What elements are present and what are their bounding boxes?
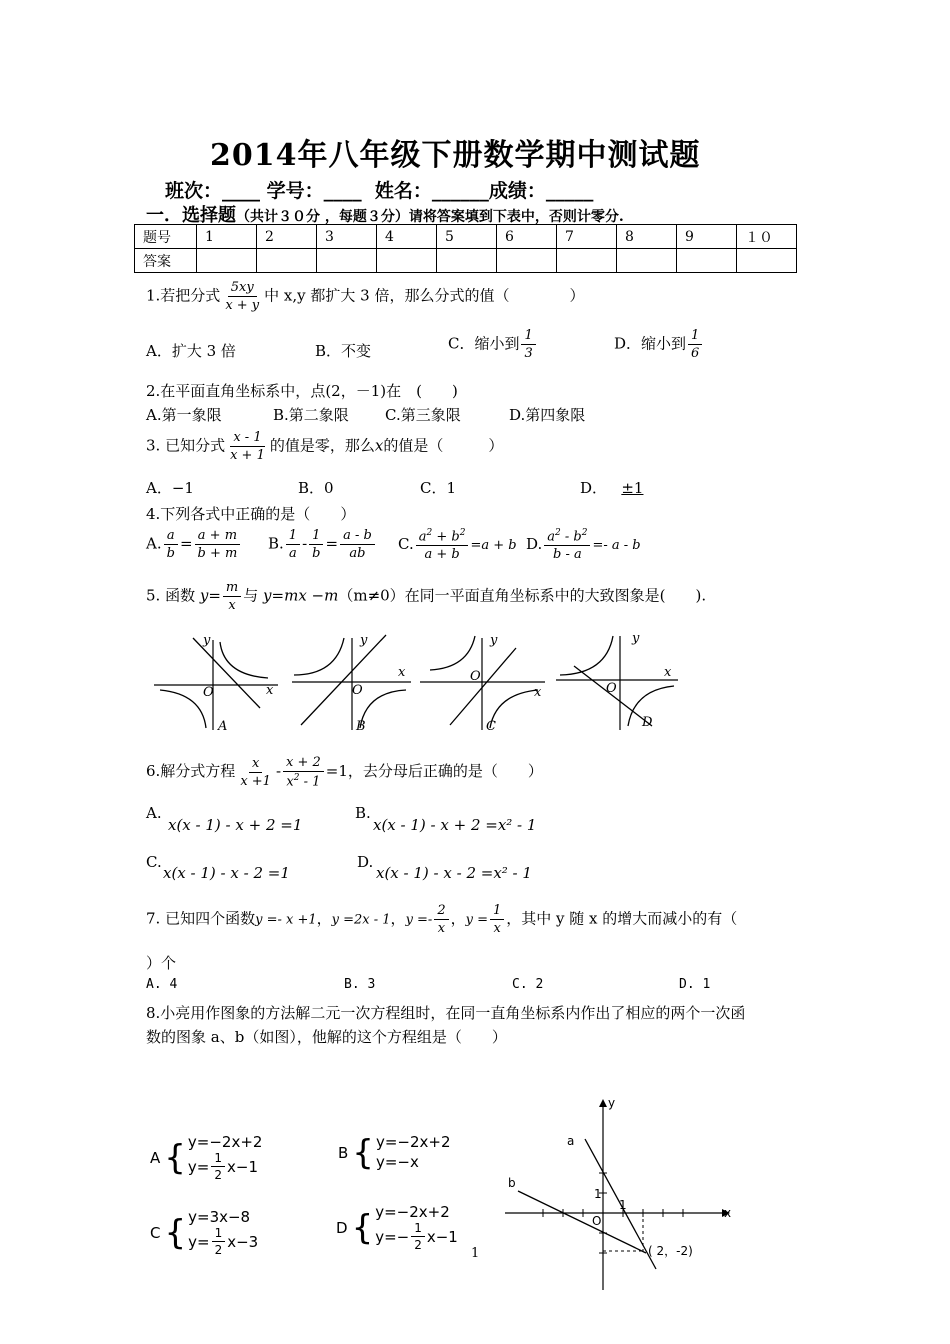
q3-option-b[interactable]: B．0: [298, 479, 334, 497]
line-b-label: b: [508, 1176, 516, 1190]
graph-b-x: x: [398, 665, 406, 680]
q7-option-d[interactable]: D. 1: [679, 977, 711, 992]
graph-a-y: y: [203, 633, 211, 648]
q6-option-b[interactable]: x(x - 1) - x + 2 =x² - 1: [373, 816, 537, 834]
q6-option-a-label[interactable]: A.: [146, 804, 162, 822]
question-3: 3. 已知分式 $\frac{x - 1}{x + 1}$ 的值是零，那么x的值是（ ）: [146, 430, 504, 463]
question-number: 7: [557, 225, 617, 249]
graph-c[interactable]: [420, 633, 545, 734]
graph-b-label: B: [356, 719, 366, 734]
section-title: 一．选择题: [146, 205, 236, 226]
graph-d-label: D: [642, 715, 653, 730]
q1-option-c[interactable]: C．缩小到 $\frac{1}{3}$: [448, 328, 538, 361]
graph-a-origin: O: [203, 685, 214, 700]
q1-stem: 1.若把分式: [146, 286, 221, 305]
table-row: [135, 225, 797, 249]
question-5: 5. 函数 y= $\frac{m}{x}$ 与 y=mx −m（m≠0）在同一平面直角坐标系中的大致图象是( ).: [146, 580, 707, 613]
q7-stem-end: ）个: [146, 954, 177, 972]
intersection-label: ( 2，-2): [648, 1244, 693, 1258]
question-1: [146, 280, 584, 313]
answer-cell[interactable]: [197, 249, 257, 273]
graph-a[interactable]: [154, 633, 278, 734]
answer-cell[interactable]: [317, 249, 377, 273]
question-4: 4.下列各式中正确的是（ ）: [146, 505, 356, 523]
axis-x-label: x: [724, 1206, 732, 1220]
graph-c-x: x: [534, 685, 542, 700]
q1-option-d[interactable]: D．缩小到 $\frac{1}{6}$: [614, 328, 704, 361]
graph-a-label: A: [218, 719, 228, 734]
graph-b-y: y: [360, 633, 368, 648]
q4-option-d[interactable]: D. $\frac{a^2 - b^2}{b - a}$ =- a - b: [526, 528, 641, 563]
page-number: 1: [471, 1246, 480, 1261]
answer-cell[interactable]: [737, 249, 797, 273]
q8-option-a[interactable]: A { y=−2x+2 y= $\frac{1}{2}$ x−1: [150, 1133, 263, 1183]
id-blank[interactable]: ____: [323, 180, 362, 202]
graph-b[interactable]: [292, 633, 411, 734]
line-b: [518, 1191, 646, 1253]
q1-option-a[interactable]: A．扩大 3 倍: [146, 342, 236, 360]
class-label: 班次：: [165, 180, 223, 202]
score-blank[interactable]: _____: [545, 180, 594, 202]
page-title: 2014年八年级下册数学期中测试题: [210, 138, 701, 173]
answer-cell[interactable]: [377, 249, 437, 273]
question-number: 4: [377, 225, 437, 249]
q8-option-b[interactable]: B { y=−2x+2 y=−x: [338, 1132, 451, 1173]
question-7: 7. 已知四个函数y =- x +1，y =2x - 1，y =- $\frac{2}{x}$ ，y = $\frac{1}{x}$ ，其中 y 随 x 的增大而减小的有（: [146, 903, 738, 936]
q3-option-a[interactable]: A．−1: [146, 479, 194, 497]
student-info-line: [165, 176, 593, 203]
question-number: 1: [197, 225, 257, 249]
q2-option-a[interactable]: A.第一象限: [146, 406, 222, 424]
line-a-label: a: [567, 1134, 575, 1148]
q4-option-a[interactable]: A. $\frac{a}{b}$ = $\frac{a + m}{b + m}$: [146, 528, 242, 561]
question-number: 2: [257, 225, 317, 249]
q1-option-b[interactable]: B．不变: [315, 342, 372, 360]
question-number: 6: [497, 225, 557, 249]
q2-option-d[interactable]: D.第四象限: [509, 406, 586, 424]
q6-option-c[interactable]: x(x - 1) - x - 2 =1: [163, 864, 290, 882]
origin-label: O: [592, 1214, 602, 1228]
row-label: 题号: [135, 225, 197, 249]
x-one-label: 1: [619, 1198, 627, 1212]
section-note: （共计３０分 ，每题３分）请将答案填到下表中，否则计零分.: [236, 209, 624, 225]
q6-option-b-label[interactable]: B.: [355, 804, 371, 822]
question-2: 2.在平面直角坐标系中，点(2，－1)在 ( ): [146, 382, 458, 400]
q6-option-c-label[interactable]: C.: [146, 853, 162, 871]
q8-option-c[interactable]: C { y=3x−8 y= $\frac{1}{2}$ x−3: [150, 1208, 259, 1258]
question-number: 8: [617, 225, 677, 249]
q7-option-a[interactable]: A. 4: [146, 977, 178, 992]
graph-c-origin: O: [470, 669, 481, 684]
question-6: 6.解分式方程 $\frac{x}{x +1}$ - $\frac{x + 2}{x^2 - 1}$ =1，去分母后正确的是（ ）: [146, 755, 543, 790]
id-label: 学号：: [266, 180, 324, 202]
question-number: 9: [677, 225, 737, 249]
q1-stem-end: 中 x,y 都扩大 3 倍，那么分式的值（ ）: [264, 286, 585, 305]
class-blank[interactable]: ____: [222, 180, 261, 202]
graph-c-label: C: [486, 719, 496, 734]
q2-option-b[interactable]: B.第二象限: [273, 406, 349, 424]
question-number: 3: [317, 225, 377, 249]
q4-option-b[interactable]: B. $\frac{1}{a}$ - $\frac{1}{b}$ = $\frac{a - b}{ab}$: [268, 528, 377, 561]
q3-option-d[interactable]: D． ±1: [580, 479, 644, 497]
q2-option-c[interactable]: C.第三象限: [385, 406, 461, 424]
graph-c-y: y: [490, 633, 498, 648]
answer-table: [134, 224, 797, 273]
graph-d-x: x: [664, 665, 672, 680]
question-8-line1: 8.小亮用作图象的方法解二元一次方程组时，在同一直角坐标系内作出了相应的两个一次函: [146, 1004, 746, 1022]
graph-d-y: y: [632, 631, 640, 646]
answer-cell[interactable]: [677, 249, 737, 273]
q1-fraction: $\frac{5xy}{x + y}$: [225, 280, 260, 313]
axis-y-label: y: [608, 1096, 616, 1110]
q3-option-c[interactable]: C．1: [420, 479, 457, 497]
graph-a-x: x: [266, 683, 274, 698]
answer-cell[interactable]: [617, 249, 677, 273]
name-blank[interactable]: ______: [431, 180, 489, 202]
question-number: 5: [437, 225, 497, 249]
answer-cell[interactable]: [437, 249, 497, 273]
q5-graphs: [148, 630, 708, 740]
graph-b-origin: O: [352, 683, 363, 698]
row-label: 答案: [135, 249, 197, 273]
answer-cell[interactable]: [257, 249, 317, 273]
q7-option-b[interactable]: B. 3: [344, 977, 376, 992]
graph-d[interactable]: [556, 631, 678, 730]
answer-cell[interactable]: [497, 249, 557, 273]
question-8-line2: 数的图象 a、b（如图），他解的这个方程组是（ ）: [146, 1028, 507, 1046]
q8-graph: [500, 1095, 740, 1295]
graph-d-origin: O: [606, 681, 617, 696]
name-label: 姓名：: [374, 180, 432, 202]
question-number: １０: [737, 225, 797, 249]
score-label: 成绩：: [488, 180, 546, 202]
answer-cell[interactable]: [557, 249, 617, 273]
q8-option-d[interactable]: D { y=−2x+2 y=− $\frac{1}{2}$ x−1: [336, 1203, 458, 1253]
q6-option-d[interactable]: x(x - 1) - x - 2 =x² - 1: [376, 864, 532, 882]
q6-option-a[interactable]: x(x - 1) - x + 2 =1: [168, 816, 303, 834]
y-one-label: 1: [594, 1187, 602, 1201]
table-row: [135, 249, 797, 273]
q6-option-d-label[interactable]: D.: [357, 853, 374, 871]
q4-option-c[interactable]: C. $\frac{a^2 + b^2}{a + b}$ =a + b: [398, 528, 517, 563]
q7-option-c[interactable]: C. 2: [512, 977, 544, 992]
